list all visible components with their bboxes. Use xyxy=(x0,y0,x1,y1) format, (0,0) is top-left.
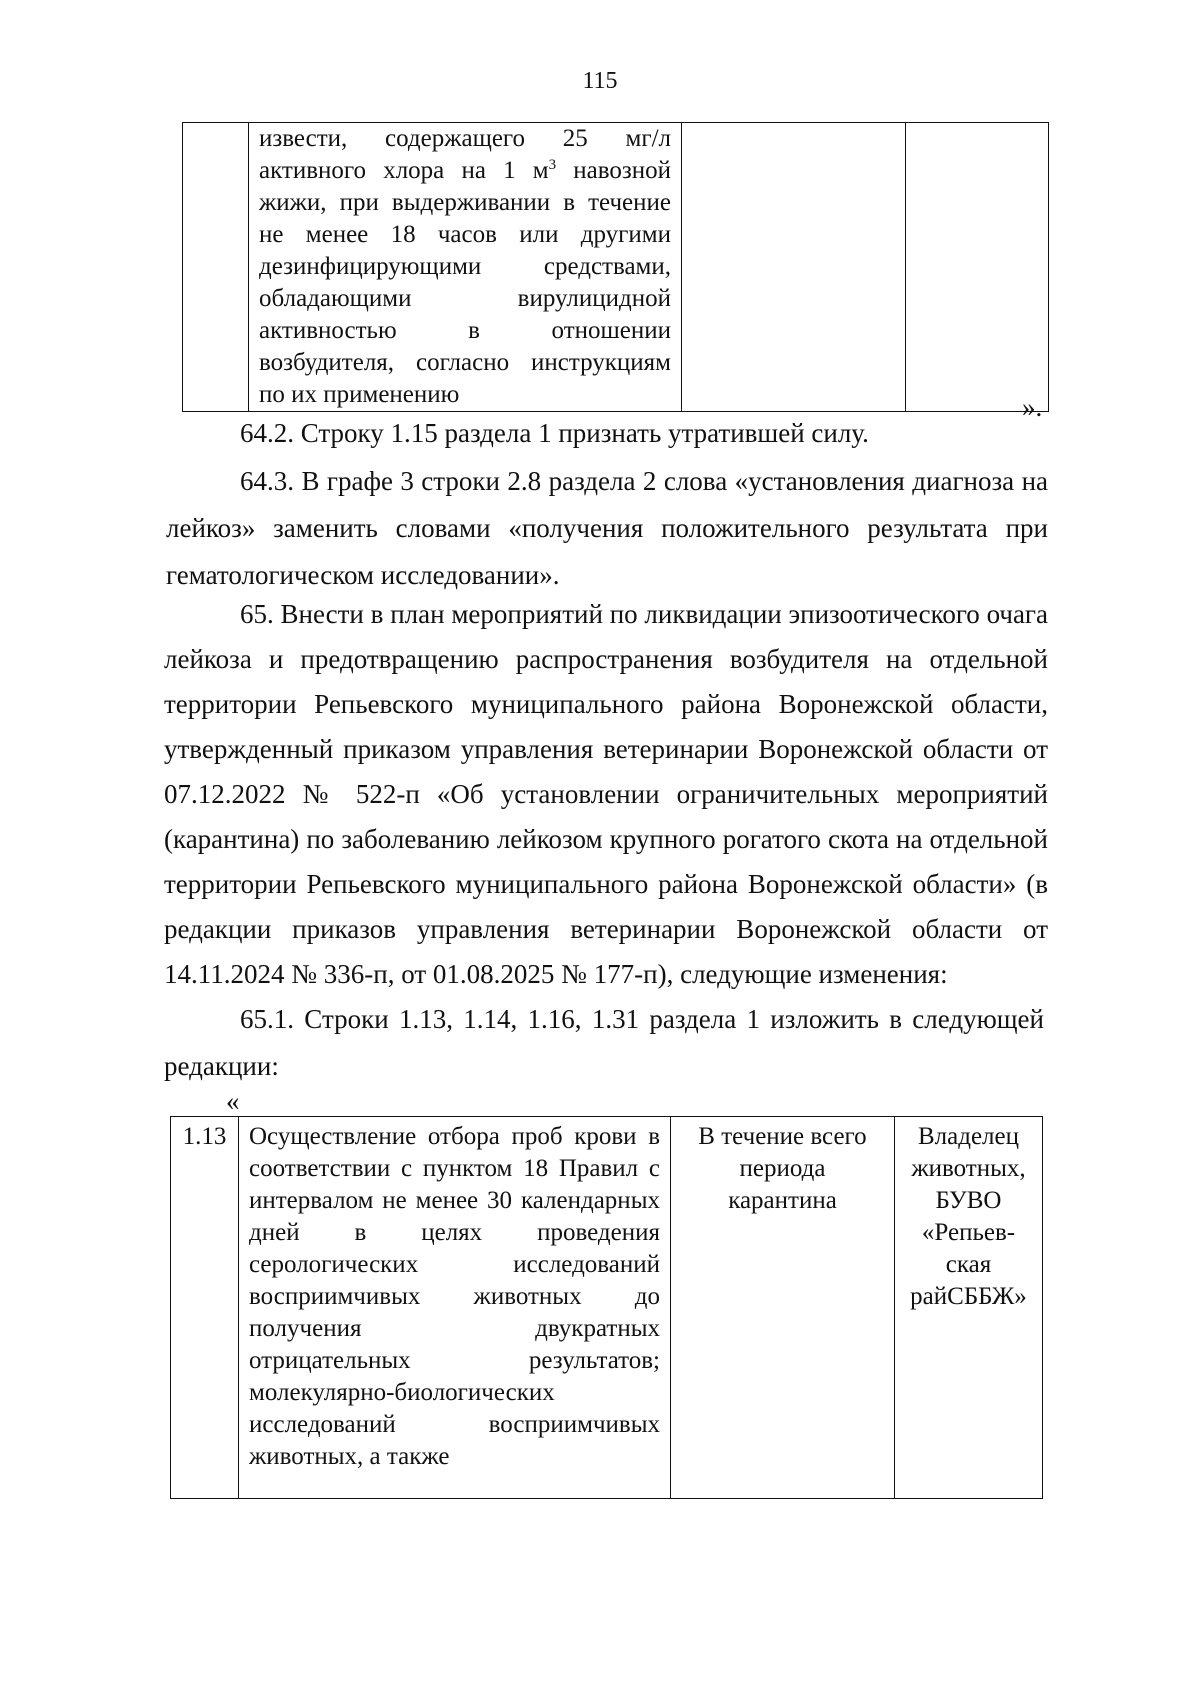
row-number: 1.13 xyxy=(182,1123,227,1150)
text-line: животных, xyxy=(911,1155,1026,1182)
text-line: 07.12.2022 № 522-п «Об установлении ограничительных мероприятий xyxy=(164,779,1048,809)
responsible-text xyxy=(895,1117,1042,1313)
text-line: гематологическом исследовании». xyxy=(166,560,560,590)
bottom-table xyxy=(170,1116,1043,1499)
paragraph-65 xyxy=(164,592,1048,997)
deadline-cell xyxy=(682,123,906,412)
action-cell xyxy=(239,1117,671,1499)
responsible-cell xyxy=(895,1117,1043,1499)
text-line: райСББЖ» xyxy=(910,1283,1027,1310)
paragraph-64-2: 64.2. Строку 1.15 раздела 1 признать утратившей силу. xyxy=(240,418,869,448)
action-text-part2: навозной жижи, при выдерживании в течение не менее 18 часов или другими дезинфицирующими средствами, обладающими вирулицидной активностью в отношении возбудителя, согласно инструкциям по их применению xyxy=(259,157,671,408)
row-number-cell xyxy=(183,123,249,412)
text-line: редакции: xyxy=(164,1051,279,1081)
text-line: 64.3. В графе 3 строки 2.8 раздела 2 слова «установления диагноза на xyxy=(240,466,1048,496)
deadline-text: В течение всего периода карантина xyxy=(698,1123,867,1214)
action-cell xyxy=(249,123,682,412)
row-number-cell xyxy=(171,1117,239,1499)
text-line: территории Репьевского муниципального района Воронежской области, xyxy=(164,689,1048,719)
text-line: Владелец xyxy=(917,1123,1019,1150)
text-line: утвержденный приказом управления ветеринарии Воронежской области от xyxy=(164,734,1048,764)
closing-quote: ». xyxy=(1022,392,1043,422)
text-line: редакции приказов управления ветеринарии Воронежской области от xyxy=(164,914,1048,944)
paragraph-65-1 xyxy=(164,996,1044,1090)
text-line: лейкоза и предотвращению распространения возбудителя на отдельной xyxy=(164,644,1048,674)
opening-quote: « xyxy=(226,1086,240,1116)
text-line: лейкоз» заменить словами «получения положительного результата при xyxy=(166,513,1048,543)
text-line: «Репьев- xyxy=(921,1219,1016,1246)
page-number: 115 xyxy=(582,68,618,94)
table-row xyxy=(171,1117,1043,1499)
text-line: 65. Внести в план мероприятий по ликвидации эпизоотического очага xyxy=(240,599,1048,629)
deadline-cell xyxy=(671,1117,895,1499)
text-line: (карантина) по заболеванию лейкозом крупного рогатого скота на отдельной xyxy=(164,824,1048,854)
action-text: Осуществление отбора проб крови в соответствии с пунктом 18 Правил с интервалом не менее 30 календарных дней в целях проведения серологических исследований восприимчивых животных до получения двукратных отрицательных результатов; молекулярно-биологических исследований восприимчивых животных, а также xyxy=(249,1123,660,1470)
text-line: 14.11.2024 № 336-п, от 01.08.2025 № 177-п), следующие изменения: xyxy=(164,959,948,989)
superscript: 3 xyxy=(548,157,557,173)
text-line: ская xyxy=(945,1251,992,1278)
text-line: БУВО xyxy=(935,1187,1002,1214)
action-text-part1: извести, содержащего 25 мг/л активного хлора на 1 м xyxy=(259,125,671,184)
paragraph-64-3 xyxy=(166,458,1048,599)
text-line: 65.1. Строки 1.13, 1.14, 1.16, 1.31 раздела 1 изложить в следующей xyxy=(240,1004,1044,1034)
responsible-cell xyxy=(906,123,1049,412)
table-row xyxy=(183,123,1049,412)
top-table xyxy=(182,122,1049,412)
text-line: территории Репьевского муниципального района Воронежской области» (в xyxy=(164,869,1048,899)
